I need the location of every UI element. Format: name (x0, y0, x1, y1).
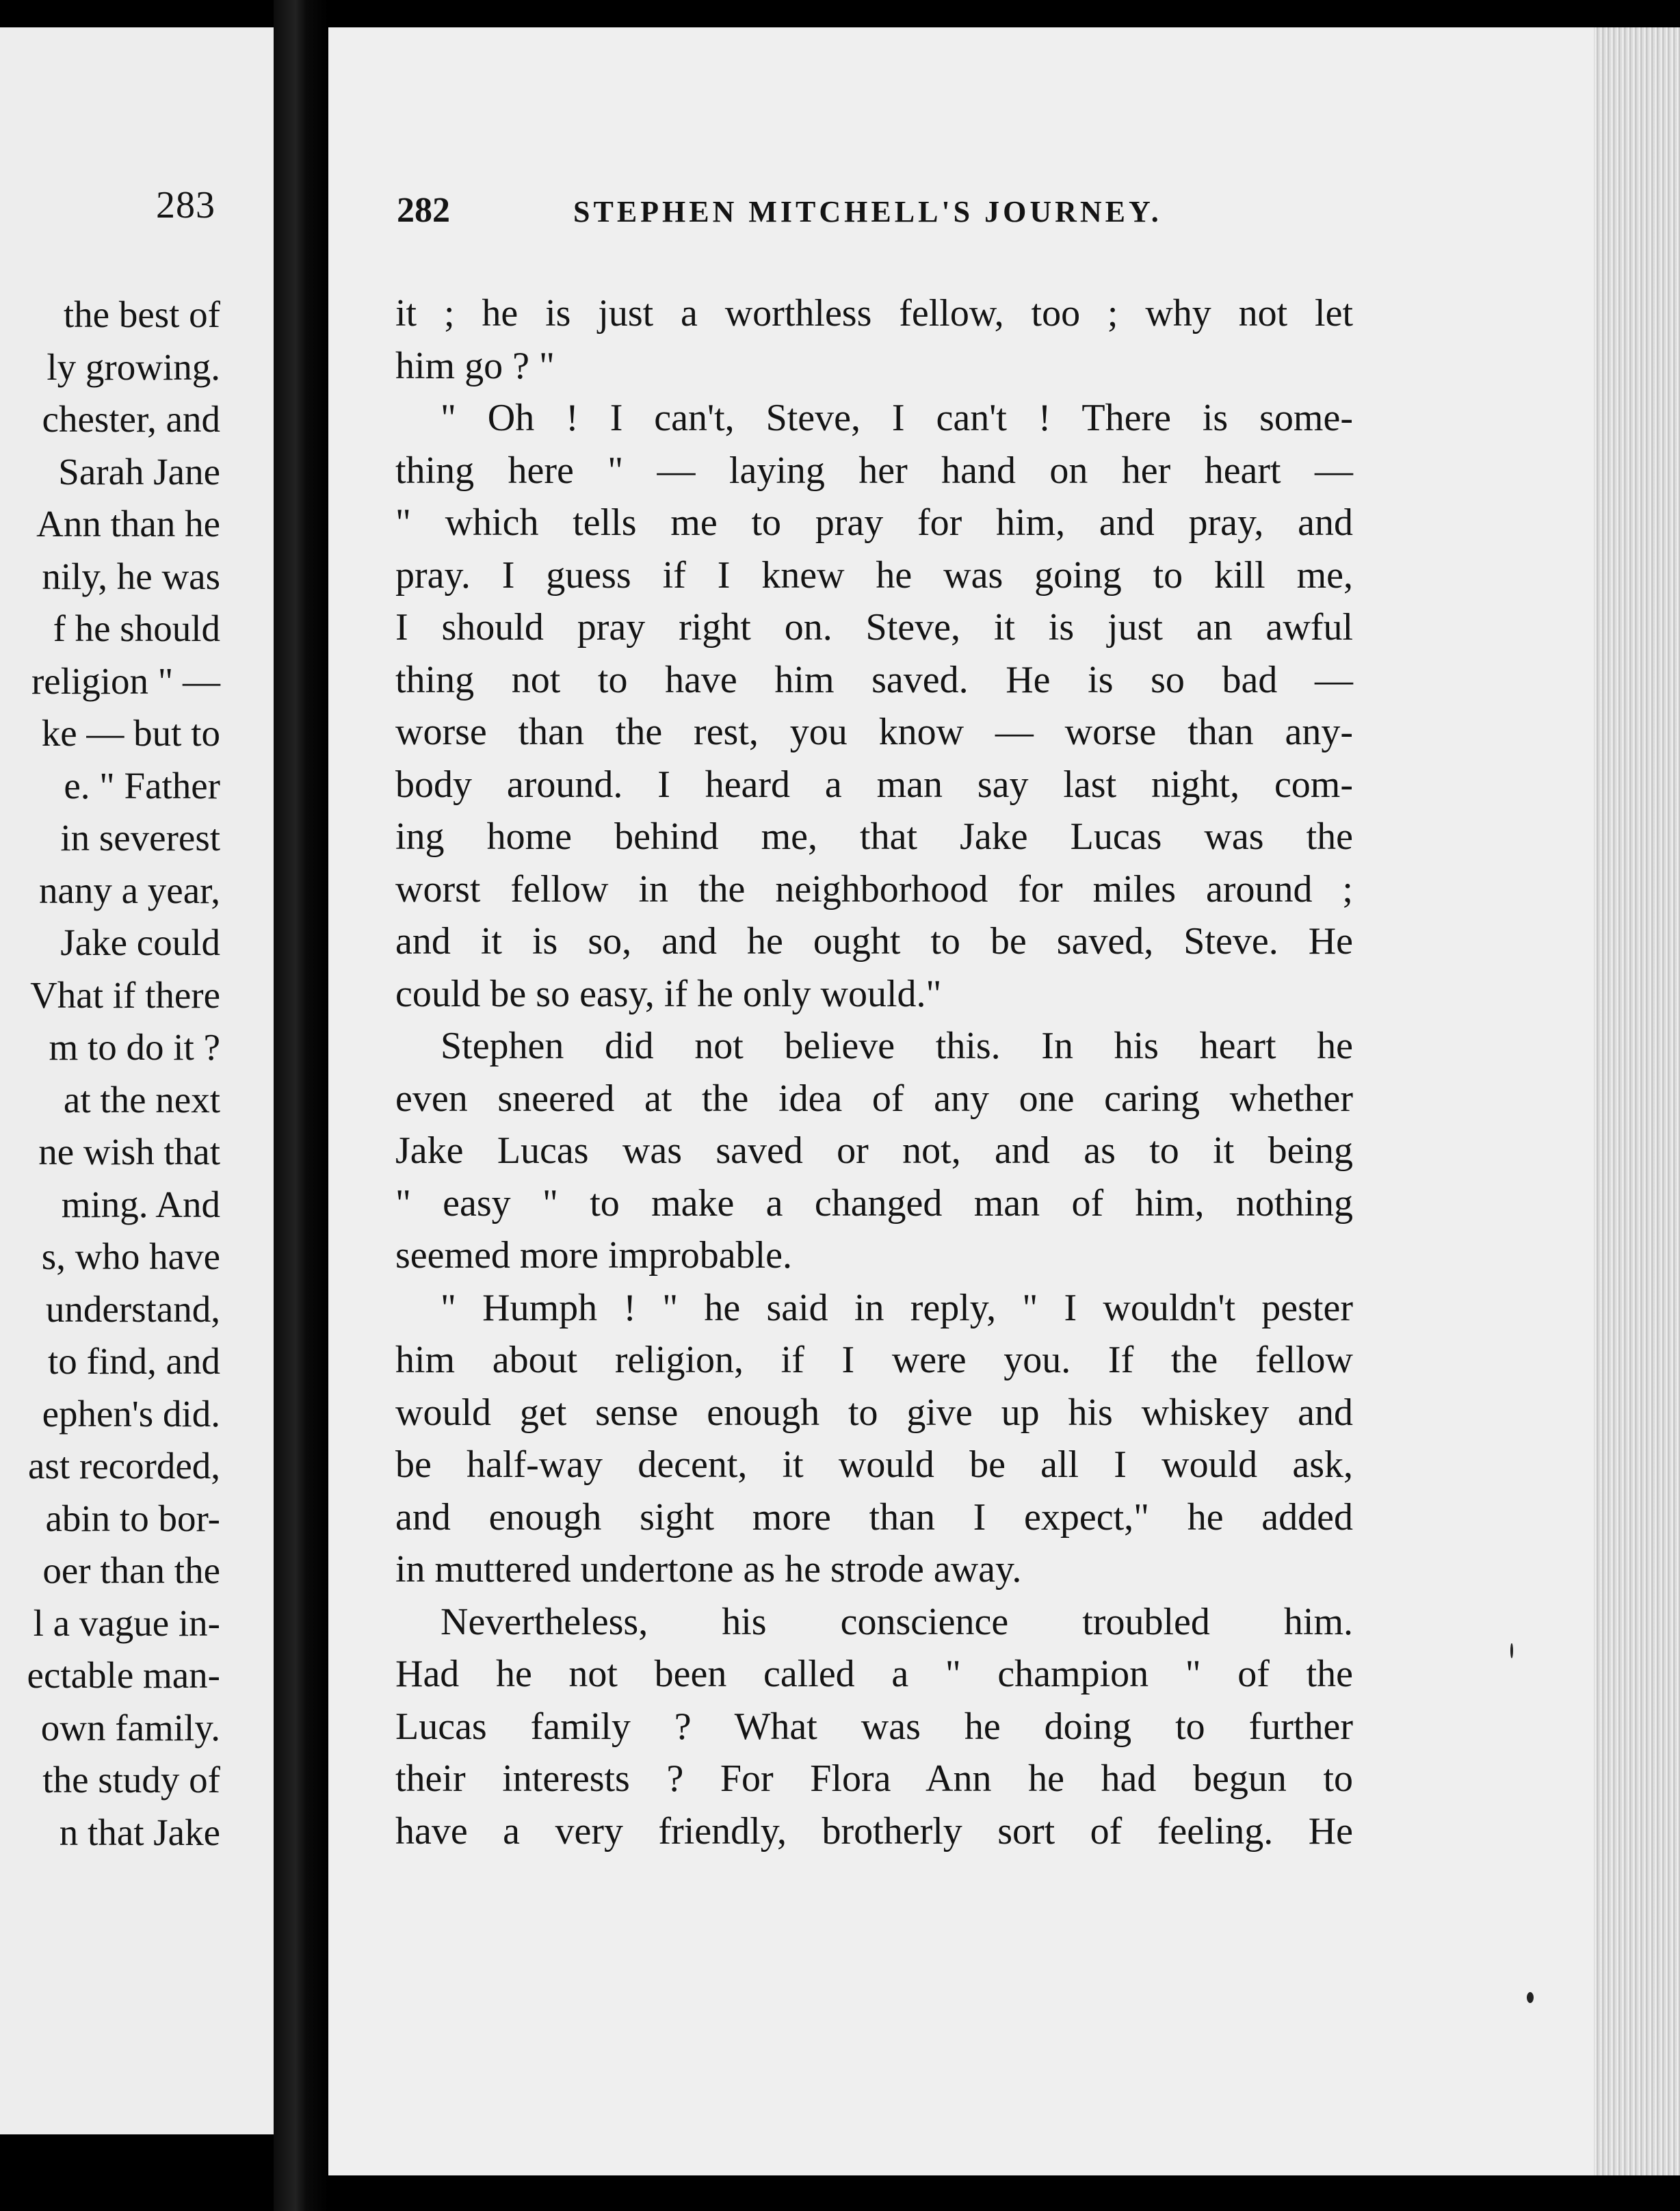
left-page-number: 283 (156, 184, 215, 226)
left-page (0, 27, 274, 2134)
left-page-line: understand, (45, 1287, 220, 1330)
text-line: him go ? " (395, 344, 555, 387)
left-page-line: ephen's did. (42, 1392, 220, 1435)
text-line: thing not to have him saved. He is so bad — (395, 658, 1353, 701)
text-line: thing here " — laying her hand on her heart — (395, 449, 1353, 492)
text-line: " easy " to make a changed man of him, nothing (395, 1181, 1353, 1225)
page-number: 282 (397, 191, 450, 230)
left-page-line: Vhat if there (30, 973, 220, 1016)
left-page-line: ne wish that (38, 1131, 220, 1173)
text-line: Nevertheless, his conscience troubled him. (441, 1600, 1353, 1643)
left-page-line: e. " Father (64, 764, 220, 807)
left-page-line: Jake could (60, 921, 220, 963)
left-page-line: m to do it ? (49, 1026, 220, 1068)
text-line: their interests ? For Flora Ann he had begun to (395, 1757, 1353, 1800)
left-page-line: in severest (60, 817, 220, 859)
left-page-line: ast recorded, (28, 1445, 220, 1487)
left-page-line: at the next (63, 1078, 220, 1121)
text-line: Stephen did not believe this. In his heart he (441, 1025, 1353, 1067)
left-page-line: the best of (63, 293, 220, 335)
left-page-line: oer than the (42, 1549, 220, 1591)
left-page-line: f he should (53, 607, 220, 649)
left-page-line: l a vague in- (33, 1601, 220, 1644)
left-page-line: own family. (40, 1706, 220, 1749)
scan-speck (1527, 1992, 1534, 2003)
text-line: pray. I guess if I knew he was going to kill me, (395, 553, 1353, 597)
left-page-line: religion " — (31, 659, 220, 702)
text-line: I should pray right on. Steve, it is just an awful (395, 606, 1353, 649)
text-line: could be so easy, if he only would." (395, 972, 942, 1015)
text-line: would get sense enough to give up his whiskey and (395, 1391, 1353, 1434)
text-line: worst fellow in the neighborhood for miles around ; (395, 867, 1353, 911)
text-line: in muttered undertone as he strode away. (395, 1548, 1022, 1591)
left-page-line: abin to bor- (45, 1497, 220, 1539)
text-line: be half-way decent, it would be all I would ask, (395, 1443, 1353, 1486)
text-line: and enough sight more than I expect," he added (395, 1495, 1353, 1539)
text-line: him about religion, if I were you. If the fellow (395, 1339, 1353, 1381)
text-line: " which tells me to pray for him, and pray, and (395, 501, 1353, 544)
text-line: worse than the rest, you know — worse than any- (395, 711, 1353, 753)
text-line: even sneered at the idea of any one caring whether (395, 1077, 1353, 1120)
left-page-line: the study of (42, 1759, 220, 1801)
text-line: and it is so, and he ought to be saved, Steve. He (395, 920, 1353, 963)
text-line: Lucas family ? What was he doing to further (395, 1705, 1353, 1748)
text-line: Had he not been called a " champion " of the (395, 1653, 1353, 1695)
left-page-line: ly growing. (47, 345, 220, 388)
left-page-line: Sarah Jane (58, 450, 220, 493)
text-line: " Humph ! " he said in reply, " I wouldn't pester (441, 1286, 1353, 1329)
body-text (395, 287, 1353, 1857)
left-page-line: nany a year, (38, 869, 220, 911)
left-page-line: n that Jake (59, 1811, 220, 1853)
book-gutter (274, 0, 328, 2211)
page-edges (1594, 27, 1680, 2175)
left-page-line: chester, and (42, 398, 220, 440)
text-line: seemed more improbable. (395, 1234, 793, 1277)
left-page-line: ectable man- (27, 1654, 220, 1696)
text-line: ing home behind me, that Jake Lucas was the (395, 815, 1353, 858)
running-title: STEPHEN MITCHELL'S JOURNEY. (573, 195, 1162, 228)
running-head (397, 190, 1354, 238)
text-line: it ; he is just a worthless fellow, too ; why not let (395, 292, 1353, 335)
left-page-line: ke — but to (41, 712, 220, 754)
scan-speck (1510, 1643, 1513, 1658)
text-line: Jake Lucas was saved or not, and as to it being (395, 1129, 1353, 1172)
left-page-line: to find, and (47, 1340, 220, 1382)
text-line: " Oh ! I can't, Steve, I can't ! There is some- (441, 397, 1353, 439)
left-page-line: ming. And (61, 1183, 220, 1225)
left-page-line: s, who have (41, 1235, 220, 1277)
left-page-line: Ann than he (36, 503, 220, 545)
text-line: body around. I heard a man say last night, com- (395, 763, 1353, 806)
left-page-text (0, 289, 220, 1859)
text-line: have a very friendly, brotherly sort of feeling. He (395, 1809, 1353, 1853)
left-page-line: nily, he was (42, 555, 220, 597)
